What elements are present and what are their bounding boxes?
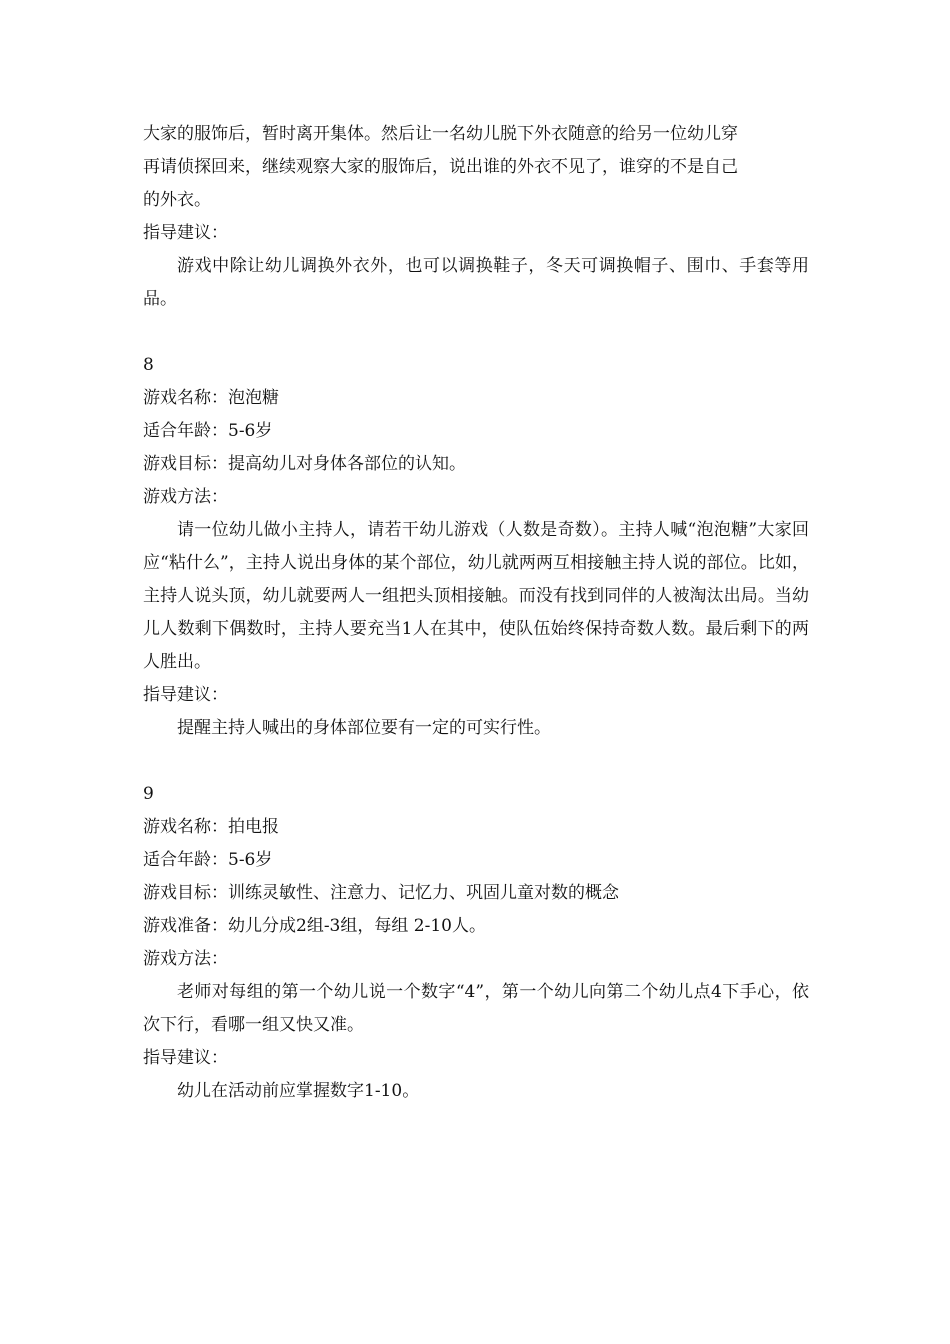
section-gap	[143, 316, 809, 349]
method-label: 游戏方法：	[143, 487, 228, 507]
method-text: 老师对每组的第一个幼儿说一个数字“4”，第一个幼儿向第二个幼儿点4下手心，依次下行，看哪一组又快又准。	[143, 982, 809, 1035]
game-number: 9	[143, 784, 154, 804]
method-text: 请一位幼儿做小主持人，请若干幼儿游戏（人数是奇数）。主持人喊“泡泡糖”大家回应“粘什么”，主持人说出身体的某个部位，幼儿就两两互相接触主持人说的部位。比如，主持人说头顶，幼儿就要两人一组把头顶相接触。而没有找到同伴的人被淘汰出局。当幼儿人数剩下偶数时，主持人要充当1人在其中，使队伍始终保持奇数人数。最后剩下的两人胜出。	[143, 520, 809, 672]
method-tail-line-3: 的外衣。	[143, 190, 211, 210]
game-goal: 游戏目标：提高幼儿对身体各部位的认知。	[143, 454, 466, 474]
game-name: 游戏名称：拍电报	[143, 817, 279, 837]
game-number: 8	[143, 355, 154, 375]
method-tail-line-1: 大家的服饰后，暂时离开集体。然后让一名幼儿脱下外衣随意的给另一位幼儿穿	[143, 124, 738, 144]
guidance-text: 提醒主持人喊出的身体部位要有一定的可实行性。	[177, 718, 551, 738]
section-gap	[143, 745, 809, 778]
document-page	[143, 118, 809, 1108]
method-tail-line-2: 再请侦探回来，继续观察大家的服饰后，说出谁的外衣不见了，谁穿的不是自己	[143, 157, 738, 177]
method-label: 游戏方法：	[143, 949, 228, 969]
game-prep: 游戏准备：幼儿分成2组-3组，每组 2-10人。	[143, 916, 486, 936]
game-age: 适合年龄：5-6岁	[143, 850, 273, 870]
guidance-text: 幼儿在活动前应掌握数字1-10。	[177, 1081, 420, 1101]
game-name: 游戏名称：泡泡糖	[143, 388, 279, 408]
guidance-label: 指导建议：	[143, 223, 228, 243]
guidance-text: 游戏中除让幼儿调换外衣外，也可以调换鞋子，冬天可调换帽子、围巾、手套等用品。	[143, 256, 809, 309]
guidance-label: 指导建议：	[143, 1048, 228, 1068]
guidance-label: 指导建议：	[143, 685, 228, 705]
game-goal: 游戏目标：训练灵敏性、注意力、记忆力、巩固儿童对数的概念	[143, 883, 619, 903]
game-age: 适合年龄：5-6岁	[143, 421, 273, 441]
